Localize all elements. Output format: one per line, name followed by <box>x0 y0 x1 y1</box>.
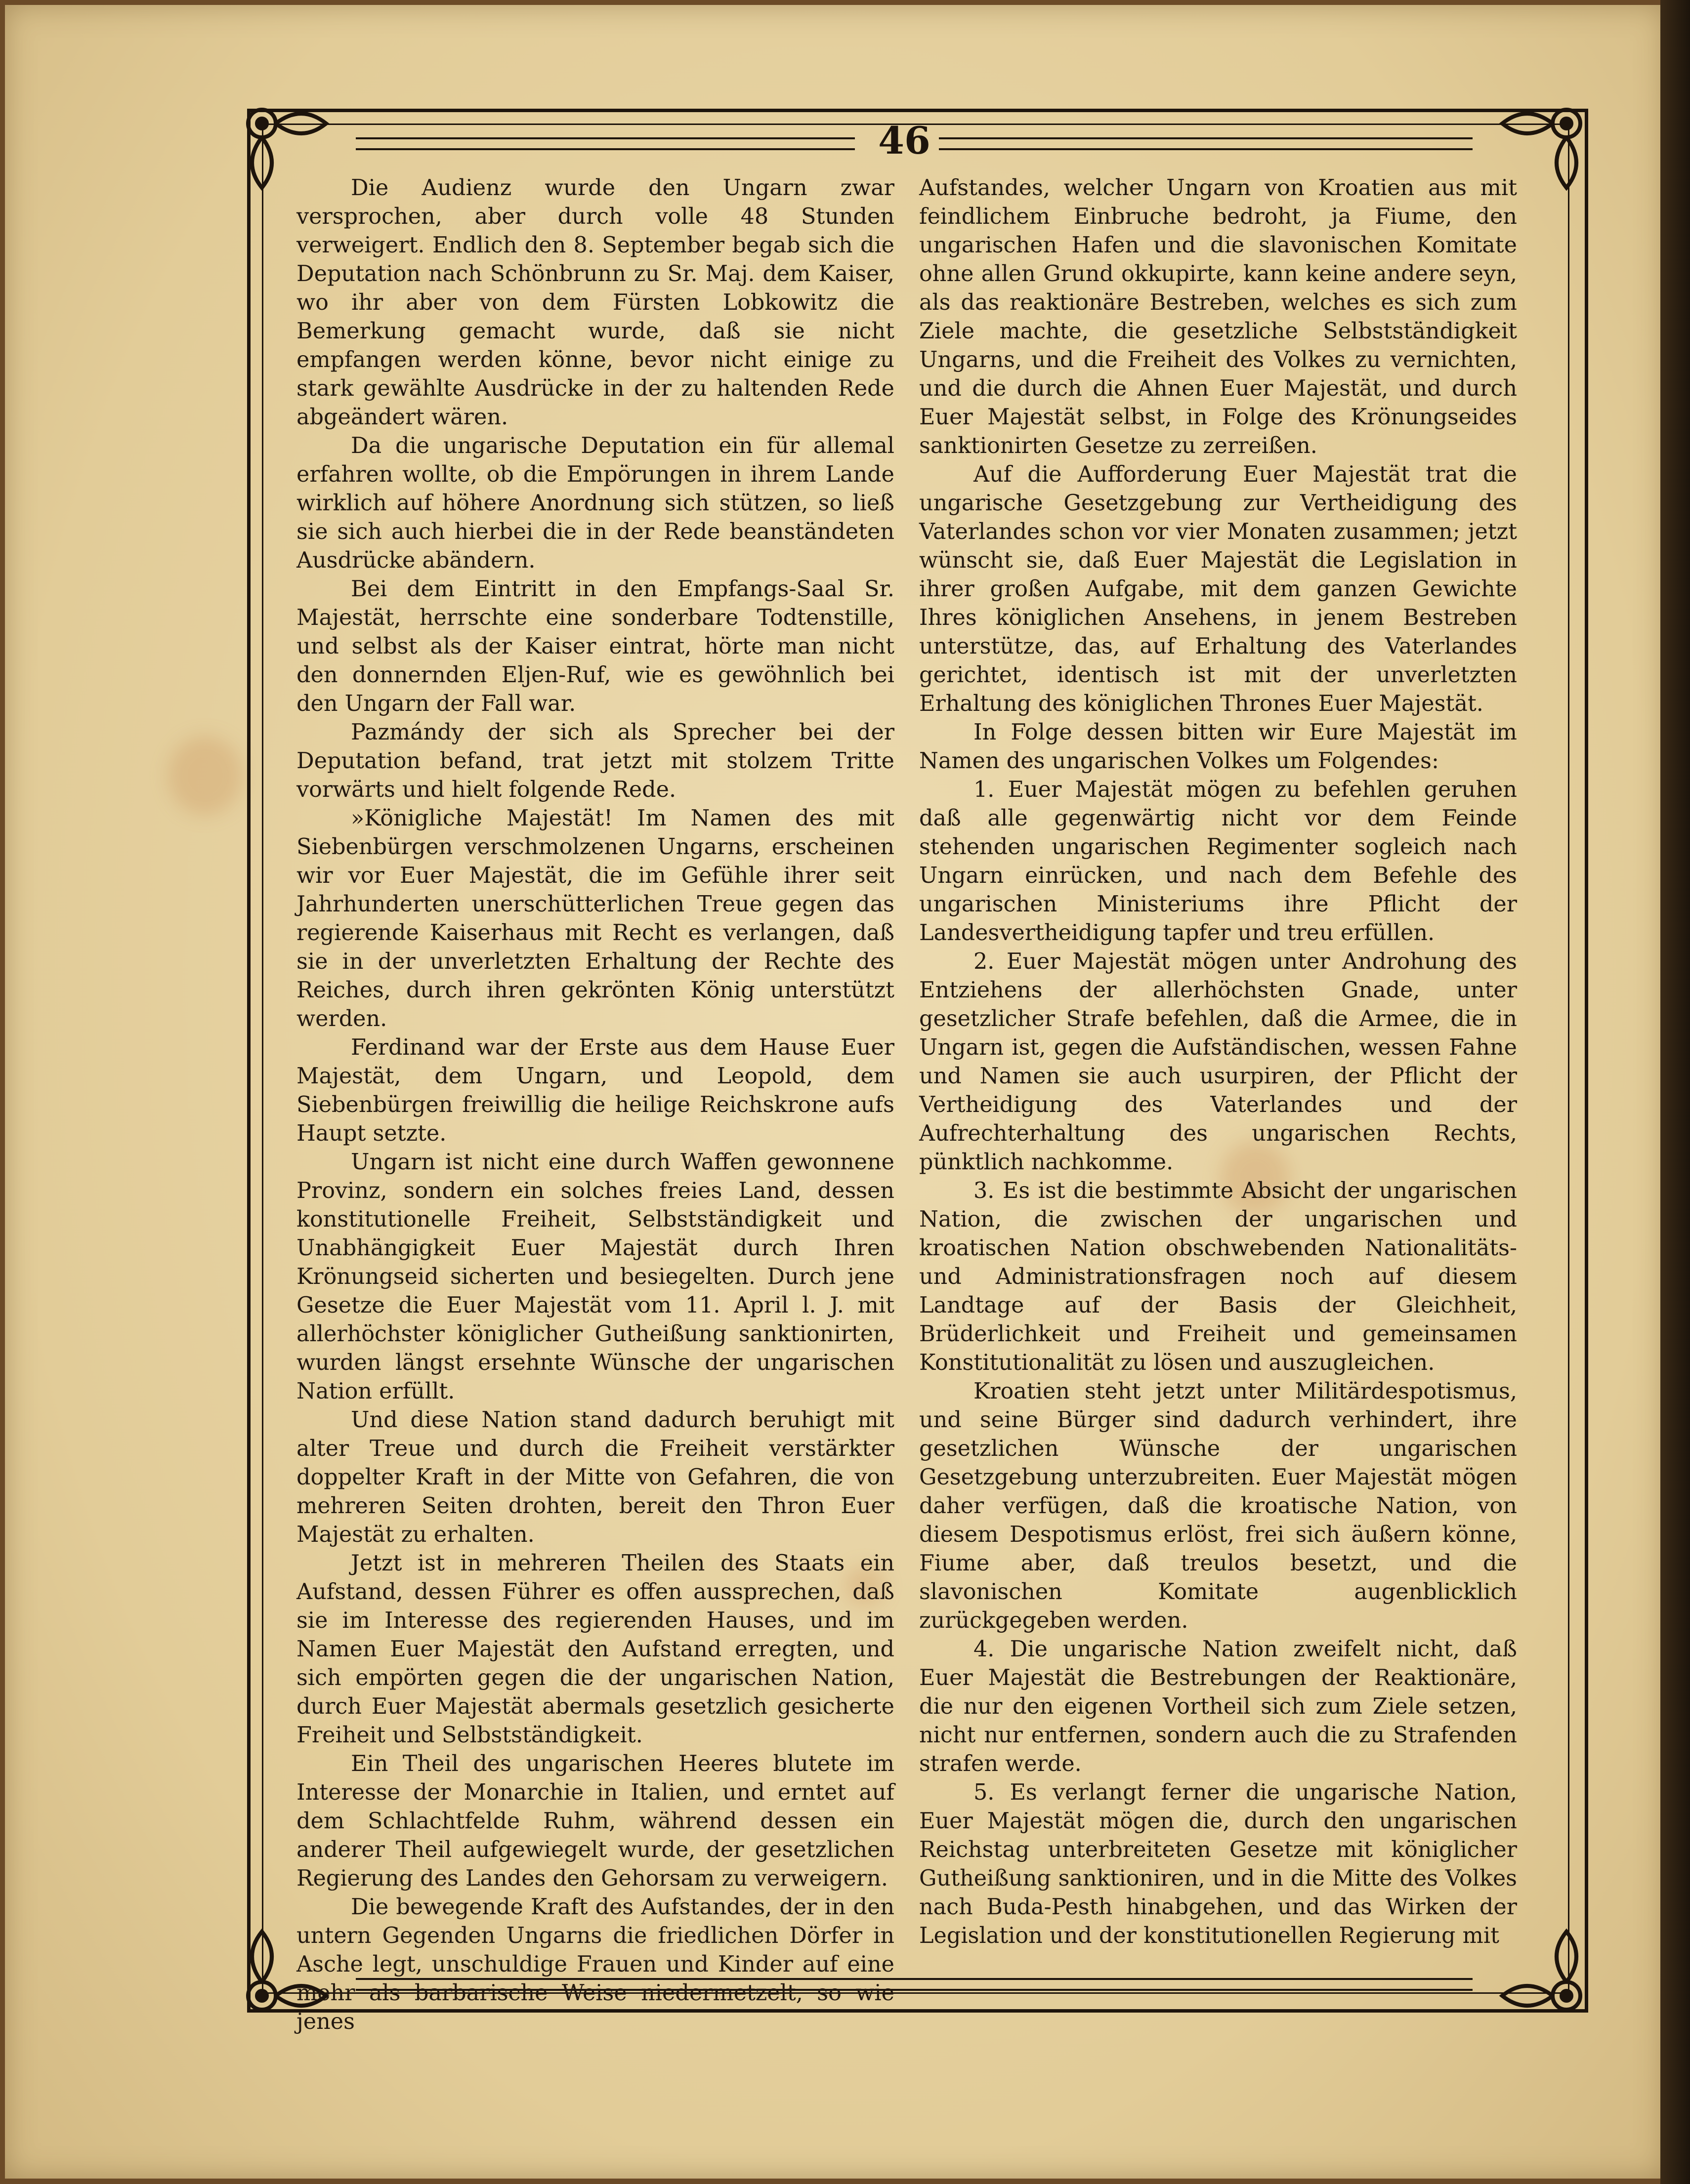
paragraph: 1. Euer Majestät mögen zu befehlen geruhen daß alle gegenwärtig nicht vor dem Feinde stehenden ungarischen Regimenter sogleich nach Ungarn einrücken, und nach dem Befehle des ungarischen Ministeriums ihre Pflicht der Landesvertheidigung tapfer und treu erfüllen. <box>919 777 1517 946</box>
paragraph: Da die ungarische Deputation ein für allemal erfahren wollte, ob die Empörungen in ihrem Lande wirklich auf höhere Anordnung sich stützen, so ließ sie sich auch hierbei die in der Rede beanständeten Ausdrücke abändern. <box>296 433 894 573</box>
paragraph: In Folge dessen bitten wir Eure Majestät im Namen des ungarischen Volkes um Folgendes: <box>919 720 1517 774</box>
paragraph: Auf die Aufforderung Euer Majestät trat die ungarische Gesetzgebung zur Vertheidigung des Vaterlandes schon vor vier Monaten zusammen; jetzt wünscht sie, daß Euer Majestät die Legislation in ihrer großen Aufgabe, mit dem ganzen Gewichte Ihres königlichen Ansehens, in jenem Bestreben unterstütze, das, auf Erhaltung des Vaterlandes gerichtet, identisch ist mit der unverletzten Erhaltung des königlichen Thrones Euer Majestät. <box>919 462 1517 716</box>
paragraph: Kroatien steht jetzt unter Militärdespotismus, und seine Bürger sind dadurch verhindert, ihre gesetzlichen Wünsche der ungarischen Gesetzgebung unterzubreiten. Euer Majestät mögen daher verfügen, daß die kroatische Nation, von diesem Despotismus erlöst, frei sich äußern könne, Fiume aber, daß treulos besetzt, und die slavonischen Komitate augenblicklich zurückgegeben werden. <box>919 1379 1517 1633</box>
page-number: 46 <box>878 119 930 163</box>
header-rule-left <box>356 137 855 150</box>
paragraph: Die bewegende Kraft des Aufstandes, der in den untern Gegenden Ungarns die friedlichen Dörfer in Asche legt, unschuldige Frauen und Kinder auf eine mehr als barbarische Weise niedermetzelt, so wie jenes <box>296 1895 894 2034</box>
paragraph: Aufstandes, welcher Ungarn von Kroatien aus mit feindlichem Einbruche bedroht, ja Fiume, den ungarischen Hafen und die slavonischen Komitate ohne allen Grund okkupirte, kann keine andere seyn, als das reaktionäre Bestreben, welches es sich zum Ziele machte, die gesetzliche Selbstständigkeit Ungarns, und die Freiheit des Volkes zu vernichten, und die durch die Ahnen Euer Majestät, und durch Euer Majestät selbst, in Folge des Krönungseides sanktionirten Gesetze zu zerreißen. <box>919 175 1517 458</box>
paragraph: 3. Es ist die bestimmte Absicht der ungarischen Nation, die zwischen der ungarischen und kroatischen Nation obschwebenden Nationalitäts- und Administrationsfragen noch auf diesem Landtage auf der Basis der Gleichheit, Brüderlichkeit und Freiheit und gemeinsamen Konstitutionalität zu lösen und auszugleichen. <box>919 1178 1517 1375</box>
paragraph: Ein Theil des ungarischen Heeres blutete im Interesse der Monarchie in Italien, und erntet auf dem Schlachtfelde Ruhm, während dessen ein anderer Theil aufgewiegelt wurde, der gesetzlichen Regierung des Landes den Gehorsam zu verweigern. <box>296 1751 894 1891</box>
paragraph: Die Audienz wurde den Ungarn zwar versprochen, aber durch volle 48 Stunden verweigert. Endlich den 8. September begab sich die Deputation nach Schönbrunn zu Sr. Maj. dem Kaiser, wo ihr aber von dem Fürsten Lobkowitz die Bemerkung gemacht wurde, daß sie nicht empfangen werden könne, bevor nicht einige zu stark gewählte Ausdrücke in der zu haltenden Rede abgeändert wären. <box>296 175 894 430</box>
paragraph: »Königliche Majestät! Im Namen des mit Siebenbürgen verschmolzenen Ungarns, erscheinen wir vor Euer Majestät, die im Gefühle ihrer seit Jahrhunderten unerschütterlichen Treue gegen das regierende Kaiserhaus mit Recht es verlangen, daß sie in der unverletzten Erhaltung der Rechte des Reiches, durch ihren gekrönten König unterstützt werden. <box>296 806 894 1031</box>
paragraph: Bei dem Eintritt in den Empfangs-Saal Sr. Majestät, herrschte eine sonderbare Todtenstille, und selbst als der Kaiser eintrat, hörte man nicht den donnernden Eljen-Ruf, wie es gewöhnlich bei den Ungarn der Fall war. <box>296 577 894 716</box>
paragraph: Ferdinand war der Erste aus dem Hause Euer Majestät, dem Ungarn, und Leopold, dem Siebenbürgen freiwillig die heilige Reichskrone aufs Haupt setzte. <box>296 1035 894 1146</box>
paragraph: Pazmándy der sich als Sprecher bei der Deputation befand, trat jetzt mit stolzem Tritte vorwärts und hielt folgende Rede. <box>296 720 894 802</box>
paragraph: 2. Euer Majestät mögen unter Androhung des Entziehens der allerhöchsten Gnade, unter gesetzlicher Strafe befehlen, daß die Armee, die in Ungarn ist, gegen die Aufständischen, wessen Fahne und Namen sie auch usurpiren, der Pflicht der Vertheidigung des Vaterlandes und der Aufrechterhaltung des ungarischen Rechts, pünktlich nachkomme. <box>919 949 1517 1175</box>
text-column-left <box>296 174 894 2036</box>
book-spine <box>1660 0 1690 2184</box>
header-rule-right <box>939 137 1473 150</box>
text-column-right <box>919 174 1517 1950</box>
paragraph: Und diese Nation stand dadurch beruhigt mit alter Treue und durch die Freiheit verstärkter doppelter Kraft in der Mitte von Gefahren, die von mehreren Seiten drohten, bereit den Thron Euer Majestät zu erhalten. <box>296 1407 894 1547</box>
paragraph: Jetzt ist in mehreren Theilen des Staats ein Aufstand, dessen Führer es offen aussprechen, daß sie im Interesse des regierenden Hauses, und im Namen Euer Majestät den Aufstand erregten, und sich empörten gegen die der ungarischen Nation, durch Euer Majestät abermals gesetzlich gesicherte Freiheit und Selbstständigkeit. <box>296 1551 894 1748</box>
paragraph: 5. Es verlangt ferner die ungarische Nation, Euer Majestät mögen die, durch den ungarischen Reichstag unterbreiteten Gesetze mit königlicher Gutheißung sanktioniren, und in die Mitte des Volkes nach Buda-Pesth hinabgehen, und das Wirken der Legislation und der konstitutionellen Regierung mit <box>919 1780 1517 1948</box>
paragraph: Ungarn ist nicht eine durch Waffen gewonnene Provinz, sondern ein solches freies Land, dessen konstitutionelle Freiheit, Selbstständigkeit und Unabhängigkeit Euer Majestät durch Ihren Krönungseid sicherten und besiegelten. Durch jene Gesetze die Euer Majestät vom 11. April l. J. mit allerhöchster königlicher Gutheißung sanktionirten, wurden längst ersehnte Wünsche der ungarischen Nation erfüllt. <box>296 1150 894 1404</box>
paragraph: 4. Die ungarische Nation zweifelt nicht, daß Euer Majestät die Bestrebungen der Reaktionäre, die nur den eigenen Vortheil sich zum Ziele setzen, nicht nur entfernen, sondern auch die zu Strafenden strafen werde. <box>919 1637 1517 1776</box>
